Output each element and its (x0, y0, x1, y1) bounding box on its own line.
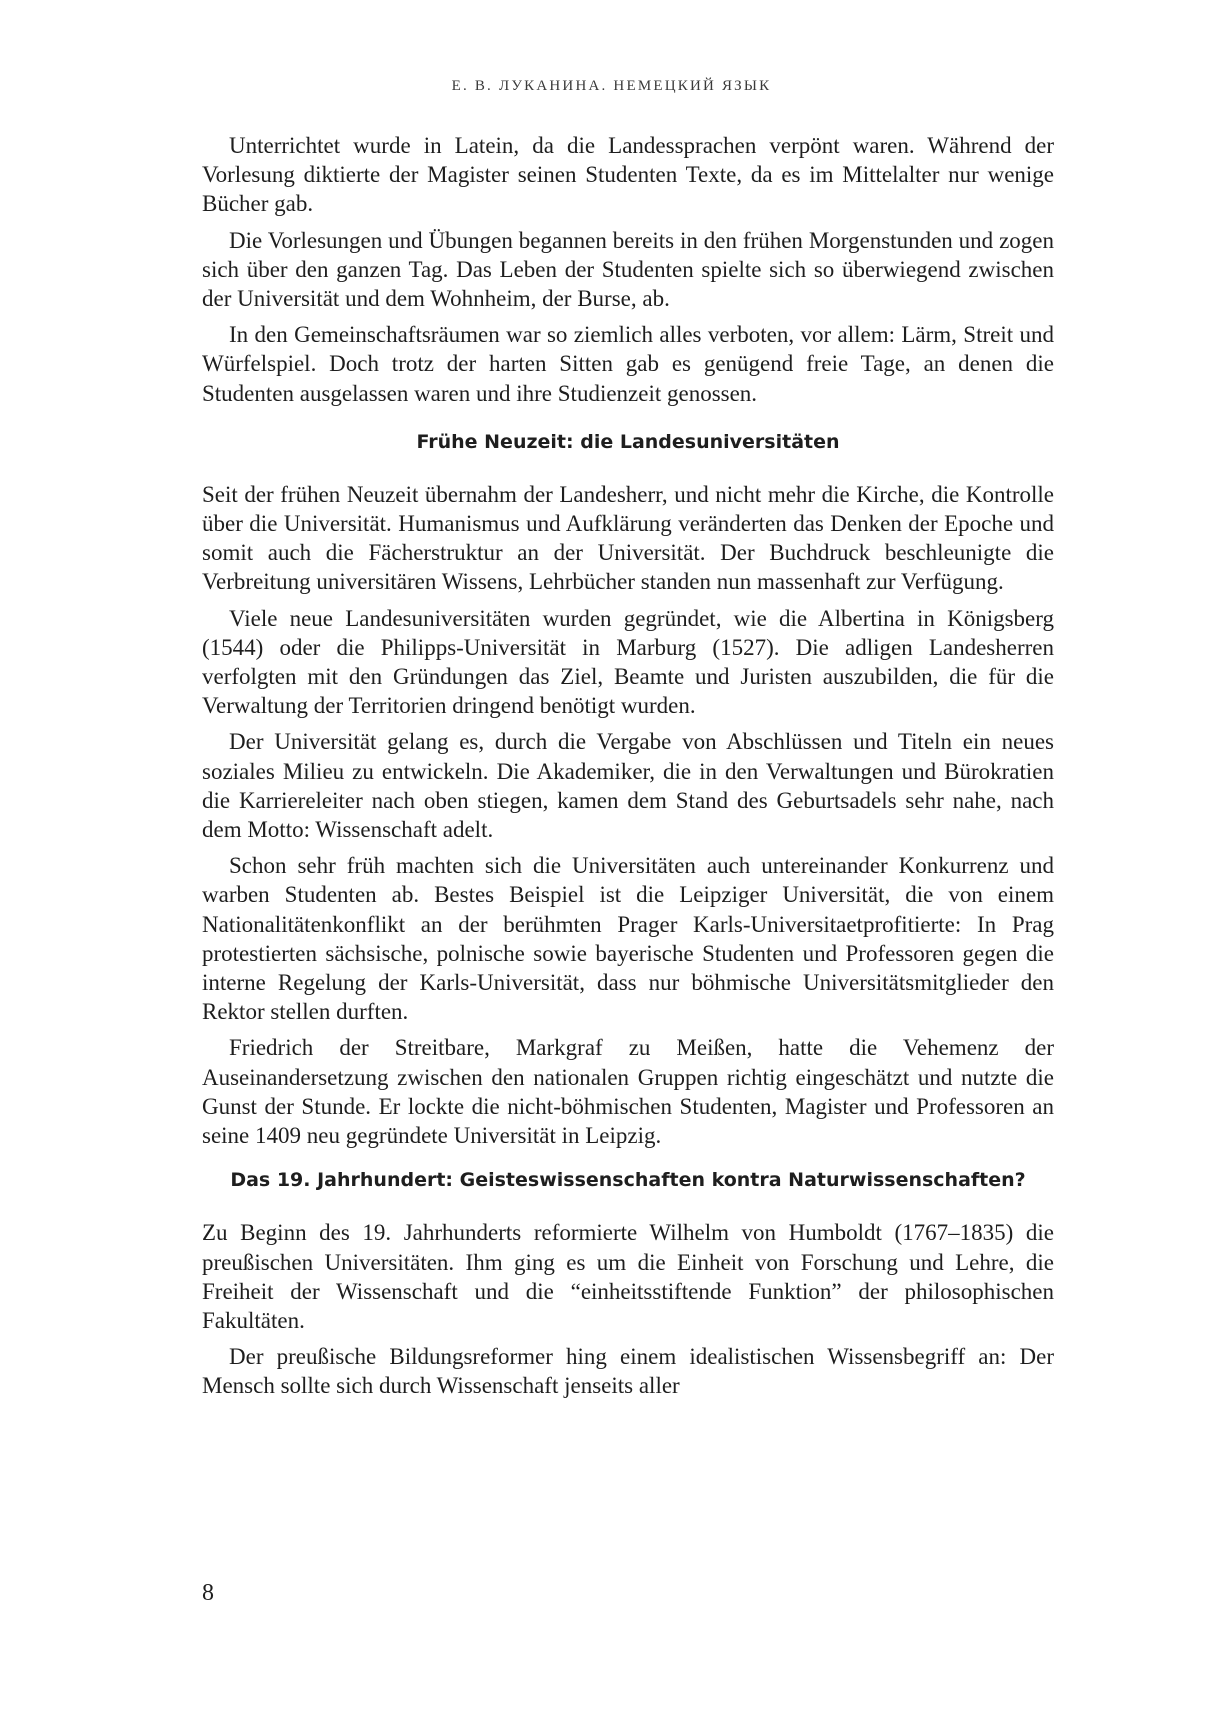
paragraph: Der preußische Bildungsreformer hing einem idealistischen Wissensbegriff an: Der Mensch sollte sich durch Wissenschaft jenseits aller (202, 1344, 1054, 1399)
section-heading: Frühe Neuzeit: die Landesuniversitäten (416, 430, 840, 453)
paragraph: Unterrichtet wurde in Latein, da die Landessprachen verpönt waren. Während der Vorlesung diktierte der Magister seinen Studenten Texte, da es im Mittelalter nur wenige Bücher gab. (202, 133, 1054, 217)
page-number: 8 (202, 1580, 214, 1606)
paragraph: Friedrich der Streitbare, Markgraf zu Meißen, hatte die Vehemenz der Auseinandersetzung zwischen den nationalen Gruppen richtig eingeschätzt und nutzte die Gunst der Stunde. Er lockte die nicht-böhmischen Studenten, Magister und Professoren an seine 1409 neu gegründete Universität in Leipzig. (202, 1035, 1054, 1149)
paragraph: Zu Beginn des 19. Jahrhunderts reformierte Wilhelm von Humboldt (1767–1835) die preußischen Universitäten. Ihm ging es um die Einheit von Forschung und Lehre, die Freiheit der Wissenschaft und die “einheitsstiftende Funktion” der philosophischen Fakultäten. (202, 1220, 1054, 1333)
paragraph: Viele neue Landesuniversitäten wurden gegründet, wie die Albertina in Königsberg (1544) oder die Philipps-Universität in Marburg (1527). Die adligen Landesherren verfolgten mit den Gründungen das Ziel, Beamte und Juristen auszubilden, die für die Verwaltung der Territorien dringend benötigt wurden. (202, 605, 1054, 719)
paragraph: Seit der frühen Neuzeit übernahm der Landesherr, und nicht mehr die Kirche, die Kontrolle über die Universität. Humanismus und Aufklärung veränderten das Denken der Epoche und somit auch die Fächerstruktur an der Universität. Der Buchdruck beschleunigte die Verbreitung universitären Wissens, Lehrbücher standen nun massenhaft zur Verfügung. (202, 481, 1054, 595)
paragraph: Der Universität gelang es, durch die Vergabe von Abschlüssen und Titeln ein neues soziales Milieu zu entwickeln. Die Akademiker, die in den Verwaltungen und Bürokratien die Karriereleiter nach oben stiegen, kamen dem Stand des Geburtsadels sehr nahe, nach dem Motto: Wissenschaft adelt. (202, 729, 1054, 843)
paragraph: In den Gemeinschaftsräumen war so ziemlich alles verboten, vor allem: Lärm, Streit und Würfelspiel. Doch trotz der harten Sitten gab es genügend freie Tage, an denen die Studenten ausgelassen waren und ihre Studienzeit genossen. (202, 322, 1054, 406)
page-body (202, 131, 1054, 1408)
running-header: Е. В. ЛУКАНИНА. НЕМЕЦКИЙ ЯЗЫК (451, 78, 772, 94)
paragraph: Schon sehr früh machten sich die Universitäten auch untereinander Konkurrenz und warben Studenten ab. Bestes Beispiel ist die Leipziger Universität, die von einem Nationalitätenkonflikt an der berühmten Prager Karls-Universitaetprofitierte: In Prag protestierten sächsische, polnische sowie bayerische Studenten und Professoren gegen die interne Regelung der Karls-Universität, dass nur böhmische Universitätsmitglieder den Rektor stellen durften. (202, 853, 1054, 1025)
paragraph: Die Vorlesungen und Übungen begannen bereits in den frühen Morgenstunden und zogen sich über den ganzen Tag. Das Leben der Studenten spielte sich so überwiegend zwischen der Universität und dem Wohnheim, der Burse, ab. (202, 227, 1054, 312)
section-heading: Das 19. Jahrhundert: Geisteswissenschaften kontra Naturwissenschaften? (230, 1169, 1026, 1192)
